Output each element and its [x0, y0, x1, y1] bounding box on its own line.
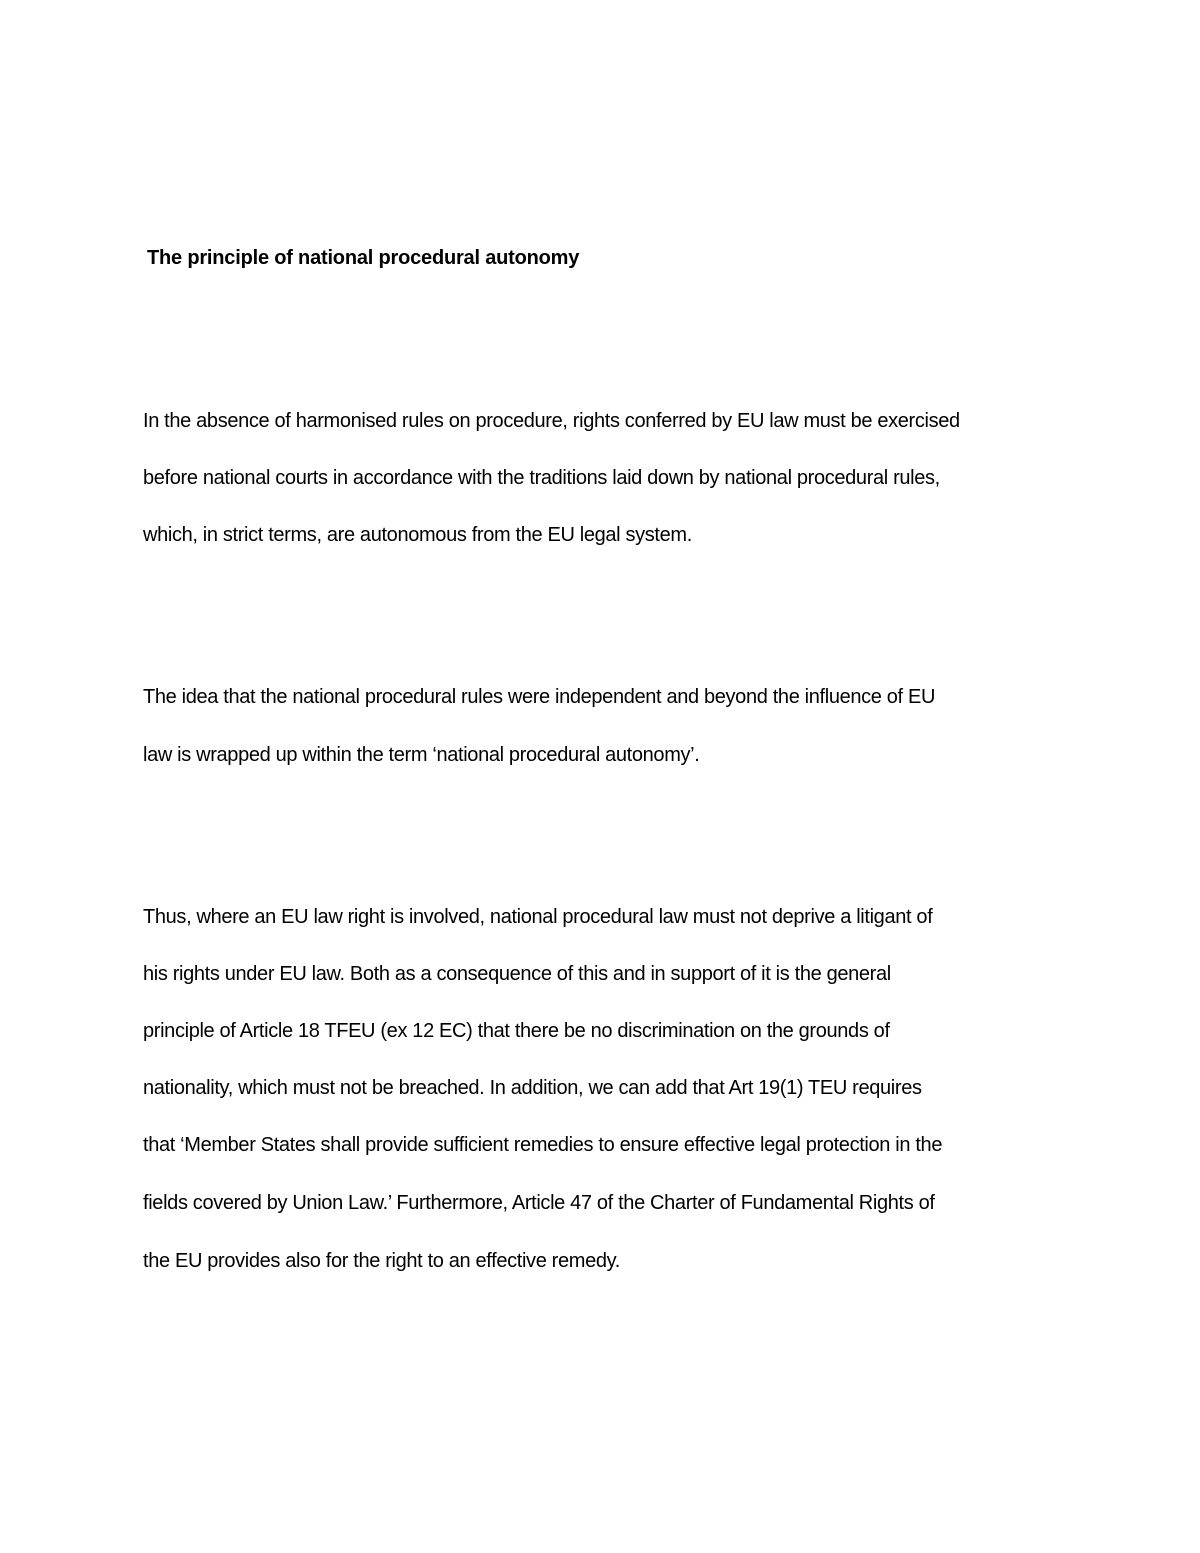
paragraph-line: The idea that the national procedural rules were independent and beyond the influence of EU	[143, 686, 936, 708]
paragraph-line: Thus, where an EU law right is involved, national procedural law must not deprive a litigant of	[143, 906, 933, 928]
paragraph-line: In the absence of harmonised rules on procedure, rights conferred by EU law must be exercised	[143, 410, 960, 432]
document-title: The principle of national procedural autonomy	[147, 247, 580, 269]
paragraph-line: which, in strict terms, are autonomous from the EU legal system.	[143, 524, 692, 546]
paragraph-line: nationality, which must not be breached. In addition, we can add that Art 19(1) TEU requires	[143, 1077, 922, 1099]
paragraph-line: before national courts in accordance with the traditions laid down by national procedural rules,	[143, 467, 940, 489]
paragraph-line: his rights under EU law. Both as a consequence of this and in support of it is the general	[143, 963, 891, 985]
paragraph-line: law is wrapped up within the term ‘national procedural autonomy’.	[143, 744, 700, 766]
paragraph-line: fields covered by Union Law.’ Furthermore, Article 47 of the Charter of Fundamental Rights of	[143, 1192, 935, 1214]
paragraph-line: principle of Article 18 TFEU (ex 12 EC) that there be no discrimination on the grounds of	[143, 1020, 890, 1042]
paragraph-line: that ‘Member States shall provide sufficient remedies to ensure effective legal protection in the	[143, 1134, 943, 1156]
paragraph-line: the EU provides also for the right to an effective remedy.	[143, 1250, 620, 1272]
